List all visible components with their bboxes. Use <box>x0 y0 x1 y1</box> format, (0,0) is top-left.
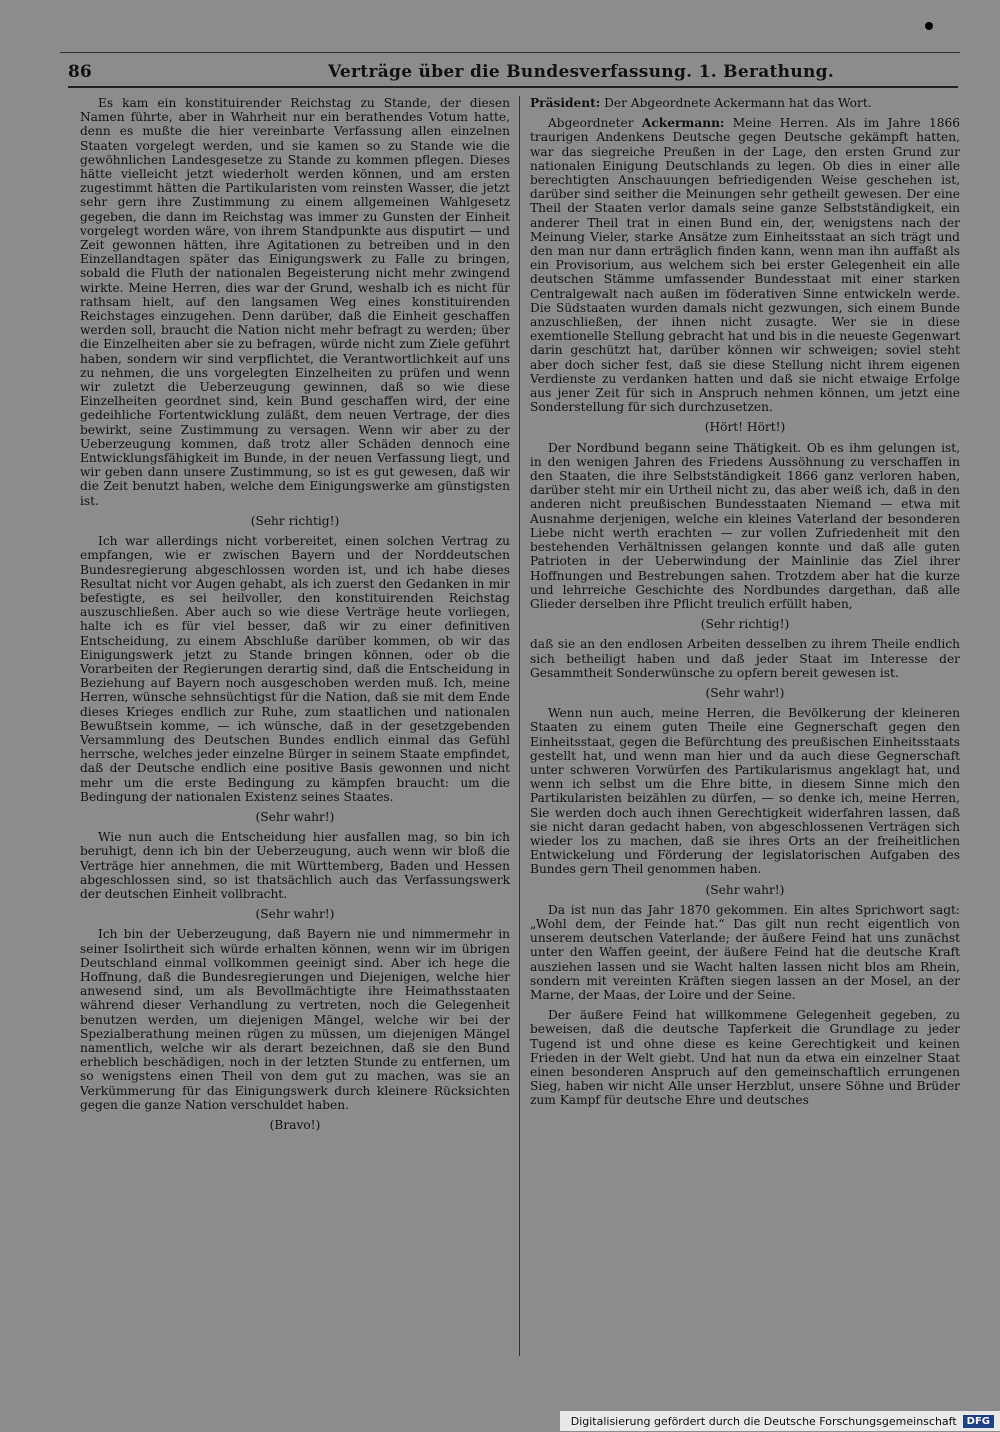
speech-text: Meine Herren. Als im Jahre 1866 traurigen Andenkens Deutsche gegen Deutsche gekämpft hatten, war das siegreiche Preußen in der Lage, den ersten Grund zur nationalen Einigung Deutschlands zu legen. Ob dies in einer alle berechtigten Anschauungen befriedigenden Weise geschehen ist, darüber sind seither die Meinungen sehr getheilt gewesen. Der eine Theil der Staaten verlor damals seine ganze Selbstständigkeit, ein anderer Theil trat in einen Bund ein, der, wenigstens nach der Meinung Vieler, starke Ansätze zum Einheitsstaat an sich trägt und den man nur dann erträglich finden kann, wenn man ihn auffaßt als ein Provisorium, aus welchem sich bei erster Gelegenheit ein alle deutschen Stämme umfassender Bundesstaat mit einer starken Centralgewalt nach außen im föderativen Sinne entwickeln werde. Die Südstaaten wurden damals nicht gezwungen, sich einem Bunde anzuschließen, der ihnen nicht zusagte. Wer sie in diese exemtionelle Stellung gebracht hat und bis in die neueste Gegenwart darin geschützt hat, darüber können wir schweigen; soviel steht aber doch sicher fest, daß sie diese Stellung nicht ihrem eigenen Verdienste zu verdanken hatten und daß sie nicht etwaige Erfolge aus jener Zeit für sich in Anspruch nehmen können, um jetzt eine Sonderstellung für sich durchzusetzen. <box>530 116 961 415</box>
interjection: (Hört! Hört!) <box>704 420 786 435</box>
speaker-paragraph <box>530 96 960 110</box>
page-header <box>68 60 958 88</box>
speaker-name: Präsident: <box>530 96 601 110</box>
page-number: 86 <box>68 62 92 82</box>
paragraph: Da ist nun das Jahr 1870 gekommen. Ein altes Sprichwort sagt: „Wohl dem, der Feinde hat.“ Das gilt nun recht eigentlich von unserem deutschen Vaterlande; der äußere Feind hat uns zunächst unter den Waffen geeint, der äußere Feind hat die deutsche Kraft ausziehen lassen und sie Wacht halten lassen nicht blos am Rhein, sondern mit vereinten Kräften siegen lassen an der Mosel, an der Marne, der Maas, der Loire und der Seine. <box>530 902 960 1002</box>
interjection: (Sehr richtig!) <box>250 513 340 528</box>
interjection: (Sehr richtig!) <box>700 617 790 632</box>
interjection: (Sehr wahr!) <box>705 882 785 897</box>
paragraph: Es kam ein konstituirender Reichstag zu Stande, der diesen Namen führte, aber in Wahrheit nur ein berathendes Votum hatte, denn es mußte die hier vereinbarte Verfassung allen einzelnen Staaten vorgelegt werden, und sie kamen so zu Stande wie die gewöhnlichen Landesgesetze zu Stande zu kommen pflegen. Dieses hätte vielleicht jetzt wiederholt werden können, und am ersten zugestimmt hätten die Partikularisten vom reinsten Wasser, die jetzt sehr gern ihre Zustimmung zu einem allgemeinen Wahlgesetz gegeben, die dann im Reichstag was immer zu Gunsten der Einheit vorgelegt worden wäre, von ihrem Standpunkte aus disputirt — und Zeit gewonnen hätten, ihre Agitationen zu betreiben und in den Einzellandtagen später das Einigungswerk zu Falle zu bringen, sobald die Fluth der nationalen Begeisterung nicht mehr zwingend wirkte. Meine Herren, dies war der Grund, weshalb ich es nicht für rathsam hielt, auf den langsamen Weg eines konstituirenden Reichstages einzugehen. Denn darüber, daß die Einheit geschaffen werden soll, braucht die Nation nicht mehr befragt zu werden; über die Einzelheiten aber sie zu befragen, würde nicht zum Ziele geführt haben, sondern wir sind verpflichtet, die Verantwortlichkeit auf uns zu nehmen, die uns vorgelegten Einzelheiten zu prüfen und wenn wir zuletzt die Ueberzeugung gewinnen, daß so wie diese Einzelheiten geordnet sind, kein Bund geschaffen wird, der eine gedeihliche Fortentwicklung zuläßt, dem neuen Vertrage, der dies bewirkt, seine Zustimmung zu versagen. Wenn wir aber zu der Ueberzeugung kommen, daß trotz aller Schäden dennoch eine Entwicklungsfähigkeit im Bunde, in der neuen Verfassung liegt, und wir geben dann unsere Zustimmung, so ist es gut gewesen, daß wir die Zeit benutzt haben, welche dem Einigungswerke am günstigsten ist. <box>80 96 510 508</box>
paragraph: Der Nordbund begann seine Thätigkeit. Ob es ihm gelungen ist, in den wenigen Jahren des Friedens Aussöhnung zu verschaffen in den Staaten, die ihre Selbstständigkeit 1866 ganz verloren haben, darüber steht mir ein Urtheil nicht zu, das aber weiß ich, daß in den anderen nicht preußischen Bundesstaaten Niemand — etwa mit Ausnahme derjenigen, welche ein kleines Vaterland der besonderen Liebe nicht werth erachten — zur vollen Zufriedenheit mit den bestehenden Verhältnissen gelangen konnte und daß alle guten Patrioten in der Ueberwindung der Mainlinie das Ziel ihrer Hoffnungen und Bestrebungen sahen. Trotzdem aber hat die kurze und lehrreiche Geschichte des Nordbundes dargethan, daß alle Glieder derselben ihre Pflicht treulich erfüllt haben, <box>530 440 960 611</box>
dfg-logo: DFG <box>963 1415 994 1428</box>
running-title: Verträge über die Bundesverfassung. 1. Berathung. <box>328 62 835 82</box>
speaker-paragraph <box>530 116 960 414</box>
paragraph: Ich war allerdings nicht vorbereitet, einen solchen Vertrag zu empfangen, wie er zwischen Bayern und der Norddeutschen Bundesregierung abgeschlossen worden ist, und ich habe dieses Resultat nicht vor Augen gehabt, als ich zuerst den Gedanken in mir befestigte, es sei heilvoller, den konstituirenden Reichstag auszuschließen. Aber auch so wie diese Verträge heute vorliegen, halte ich es für viel besser, daß wir zu einer definitiven Entscheidung, zu einem Abschluße darüber kommen, ob wir das Einigungswerk jetzt zu Stande bringen können, oder ob die Vorarbeiten der Regierungen derartig sind, daß die Entscheidung in Beziehung auf Bayern noch ausgeschoben werden muß. Ich, meine Herren, wünsche sehnsüchtigst für die Nation, daß sie mit dem Ende dieses Krieges endlich zur Ruhe, zum staatlichen und nationalen Bewußtsein komme, — ich wünsche, daß in der gesetzgebenden Versammlung des Deutschen Bundes endlich einmal das Gefühl herrsche, welches jeder einzelne Bürger in seinem Staate empfindet, daß der Deutsche endlich eine positive Basis gewonnen und nicht mehr um die erste Bedingung zu kämpfen braucht: um die Bedingung der nationalen Existenz seines Staates. <box>80 534 510 804</box>
paragraph: daß sie an den endlosen Arbeiten desselben zu ihrem Theile endlich sich betheiligt haben und daß jeder Staat im Interesse der Gesammtheit Sonderwünsche zu opfern bereit gewesen ist. <box>530 637 960 680</box>
top-rule <box>60 52 960 53</box>
right-column <box>530 96 960 1114</box>
interjection: (Sehr wahr!) <box>255 907 335 922</box>
paragraph: Der äußere Feind hat willkommene Gelegenheit gegeben, zu beweisen, daß die deutsche Tapferkeit die Grundlage zu jeder Tugend ist und ohne diese es keine Gerechtigkeit und keinen Frieden in der Welt giebt. Und hat nun da etwa ein einzelner Staat einen besonderen Anspruch auf den gemeinschaftlich errungenen Sieg, haben wir nicht Alle unser Herzblut, unsere Söhne und Brüder zum Kampf für deutsche Ehre und deutsches <box>530 1008 960 1108</box>
interjection: (Bravo!) <box>269 1118 321 1133</box>
paragraph: Wenn nun auch, meine Herren, die Bevölkerung der kleineren Staaten zu einem guten Theile eine Gegnerschaft gegen den Einheitsstaat, gegen die Befürchtung des preußischen Einheitsstaats gestellt hat, und wenn man hier und da auch diese Gegnerschaft unter schweren Vorwürfen des Partikularismus angeklagt hat, und wenn ich selbst um die Ehre bitte, in diesem Sinne mich den Partikularisten beizählen zu dürfen, — so denke ich, meine Herren, Sie werden doch auch ihnen Gerechtigkeit widerfahren lassen, daß sie nicht daran gedacht haben, von abgeschlossenen Verträgen sich wieder los zu machen, daß sie ihres Orts an der freiheitlichen Entwickelung und Förderung der legislatorischen Aufgaben des Bundes gern Theil genommen haben. <box>530 706 960 877</box>
speaker-intro: Abgeordneter <box>548 116 642 131</box>
ink-dot <box>925 22 933 30</box>
header-rule <box>68 86 958 88</box>
interjection: (Sehr wahr!) <box>705 685 785 700</box>
paragraph: Ich bin der Ueberzeugung, daß Bayern nie und nimmermehr in seiner Isolirtheit sich würde erhalten können, wenn wir im übrigen Deutschland einmal vollkommen geeinigt sind. Aber ich hege die Hoffnung, daß die Bundesregierungen und Diejenigen, welche hier anwesend sind, um als Bevollmächtigte ihre Heimathsstaaten während dieser Verhandlung zu vertreten, noch die Gelegenheit benutzen werden, um diejenigen Mängel, welche wir bei der Spezialberathung meinen rügen zu müssen, um diejenigen Mängel namentlich, welche wir als derart bezeichnen, daß sie den Bund erheblich beschädigen, noch in der letzten Stunde zu entfernen, um so wenigstens einen Theil von dem gut zu machen, was sie an Verkümmerung für das Einigungswerk durch kleinere Rücksichten gegen die ganze Nation verschuldet haben. <box>80 927 510 1112</box>
left-column <box>80 96 510 1138</box>
speaker-name: Ackermann: <box>641 116 725 131</box>
footer-text: Digitalisierung gefördert durch die Deutsche Forschungsgemeinschaft <box>570 1414 957 1428</box>
paragraph: Wie nun auch die Entscheidung hier ausfallen mag, so bin ich beruhigt, denn ich bin der Ueberzeugung, auch wenn wir bloß die Verträge hier annehmen, die mit Württemberg, Baden und Hessen abgeschlossen sind, so ist thatsächlich auch das Verfassungswerk der deutschen Einheit vollbracht. <box>80 830 510 901</box>
interjection: (Sehr wahr!) <box>255 809 335 824</box>
column-divider <box>519 96 520 1356</box>
footer-bar <box>560 1411 1000 1431</box>
speech-text: Der Abgeordnete Ackermann hat das Wort. <box>604 96 872 110</box>
